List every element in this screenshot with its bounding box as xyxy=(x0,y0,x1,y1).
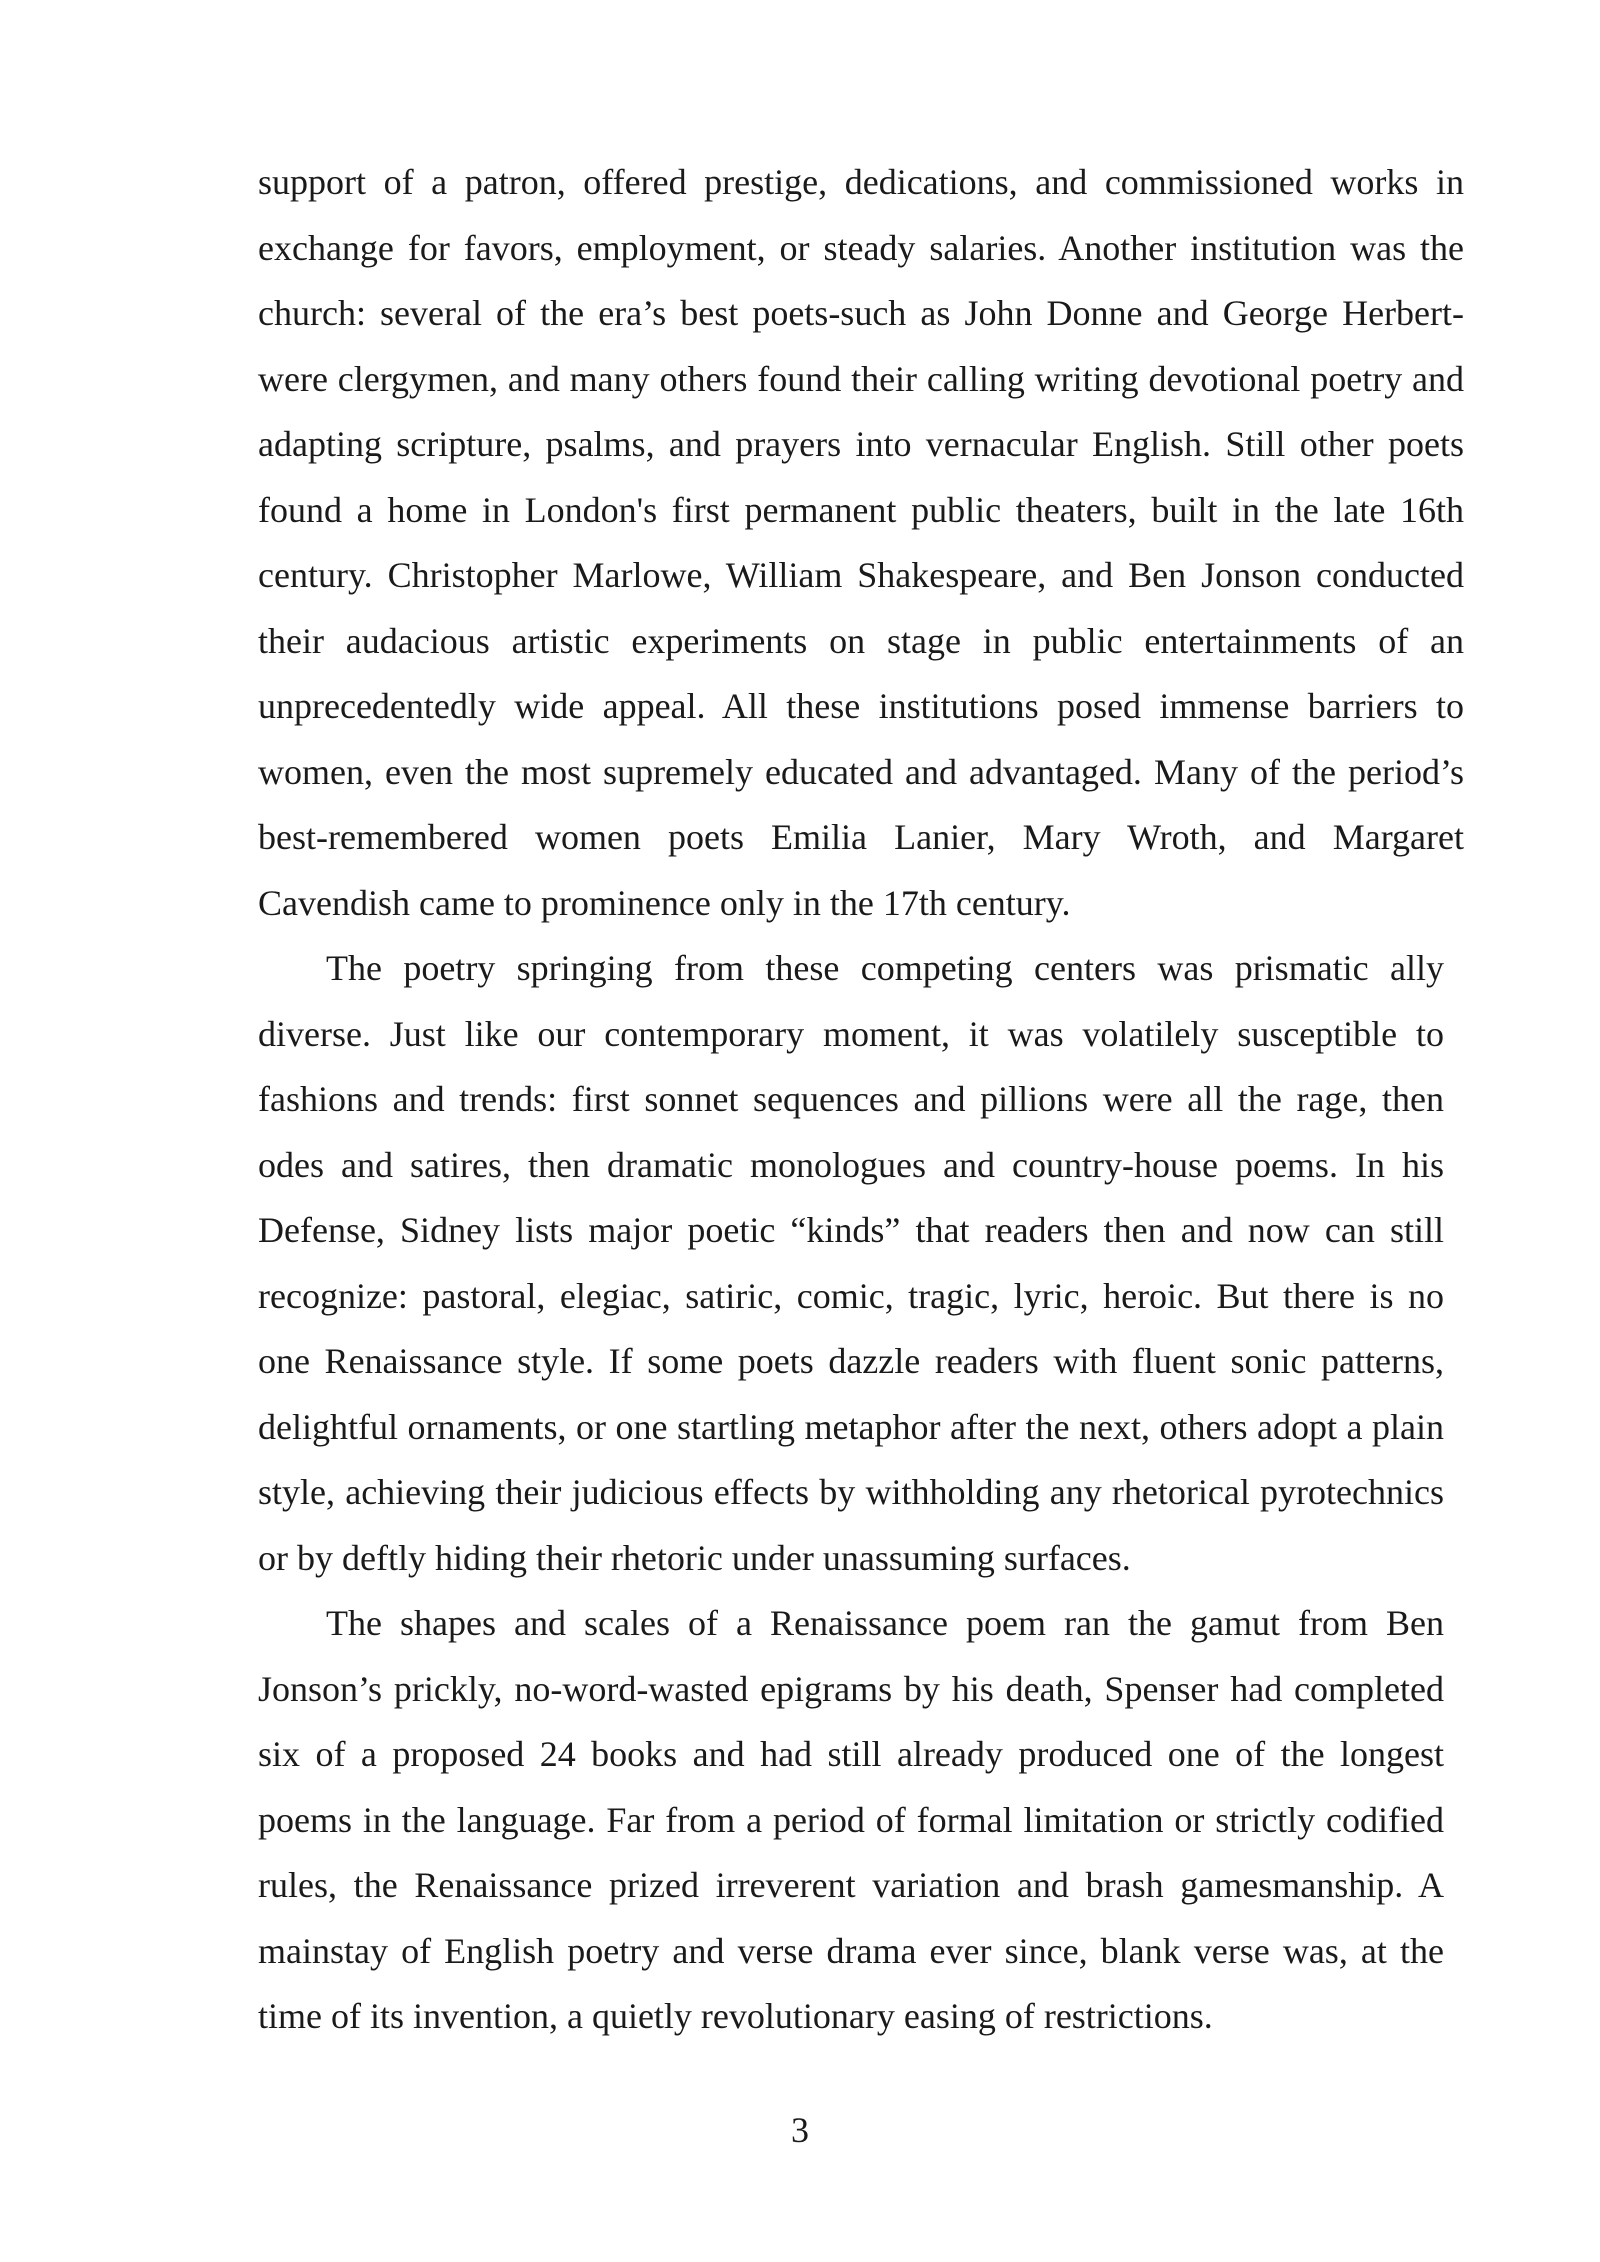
page-number: 3 xyxy=(791,2110,809,2150)
paragraph-shapes-and-scales: The shapes and scales of a Renaissance poem ran the gamut from Ben Jonson’s prickly, no-word-wasted epigrams by his death, Spenser had completed six of a proposed 24 books and had still already produced one of the longest poems in the language. Far from a period of formal limitation or strictly codified rules, the Renaissance prized irreverent variation and brash gamesmanship. A mainstay of English poetry and verse drama ever since, blank verse was, at the time of its invention, a quietly revolutionary easing of restrictions. xyxy=(258,1603,1444,2036)
body-text xyxy=(258,150,1464,2050)
paragraph-patronage: support of a patron, offered prestige, dedications, and commissioned works in exchange for favors, employment, or steady salaries. Another institution was the church: several of the era’s best poets-such as John Donne and George Herbert- were clergymen, and many others found their calling writing devotional poetry and adapting scripture, psalms, and prayers into vernacular English. Still other poets found a home in London's first permanent public theaters, built in the late 16th century. Christopher Marlowe, William Shakespeare, and Ben Jonson conducted their audacious artistic experiments on stage in public entertainments of an unprecedentedly wide appeal. All these institutions posed immense barriers to women, even the most supremely educated and advantaged. Many of the period’s best-remembered women poets Emilia Lanier, Mary Wroth, and Margaret Cavendish came to prominence only in the 17th century. xyxy=(258,162,1464,923)
paragraph-poetry-diversity: The poetry springing from these competing centers was prismatic ally diverse. Just like our contemporary moment, it was volatilely susceptible to fashions and trends: first sonnet sequences and pillions were all the rage, then odes and satires, then dramatic monologues and country-house poems. In his Defense, Sidney lists major poetic “kinds” that readers then and now can still recognize: pastoral, elegiac, satiric, comic, tragic, lyric, heroic. But there is no one Renaissance style. If some poets dazzle readers with fluent sonic patterns, delightful ornaments, or one startling metaphor after the next, others adopt a plain style, achieving their judicious effects by withholding any rhetorical pyrotechnics or by deftly hiding their rhetoric under unassuming surfaces. xyxy=(258,948,1444,1578)
